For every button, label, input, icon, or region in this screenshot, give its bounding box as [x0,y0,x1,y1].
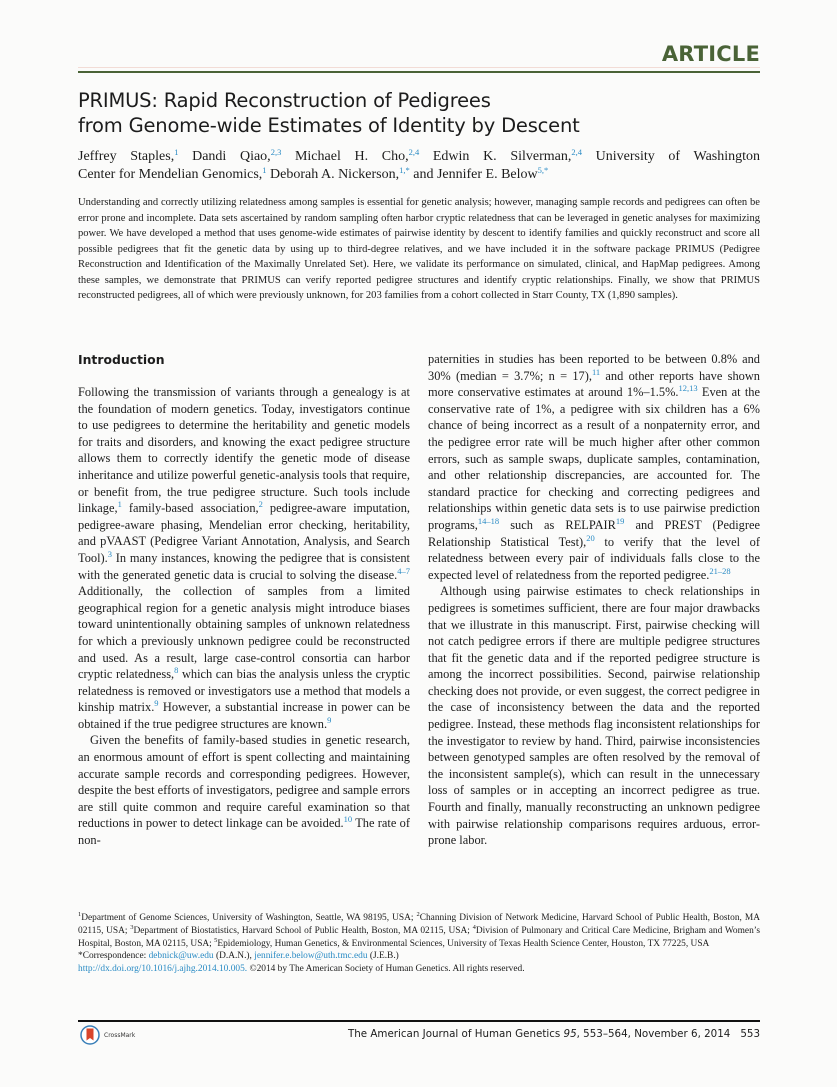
citation-ref[interactable]: 12,13 [678,383,698,394]
copyright: ©2014 by The American Society of Human Genetics. All rights reserved. [247,964,525,975]
text-run: paternities in studies has been reported to be between 0.8% and 30% (median = 3.7%; n = 17), [428,352,760,383]
affiliation: Channing Division of Network Medicine, Harvard School of Public Health, Boston, MA 02115, USA; [78,913,760,936]
text-run: such as RELPAIR [499,517,616,532]
text-run: which can bias the analysis unless the cryptic relatedness is removed or investigators use a method that models a kinship matrix. [78,667,410,715]
correspondence-label: *Correspondence: [78,951,149,962]
text-run: The rate of non- [78,816,410,848]
doi-link[interactable]: http://dx.doi.org/10.1016/j.ajhg.2014.10.005. [78,964,248,975]
citation-ref[interactable]: 14–18 [477,515,500,526]
text-run: to verify that the level of relatedness between every pair of individuals falls close to the expected level of relatedness from the reported pedigree. [428,534,760,582]
text-run: However, a substantial increase in power can be obtained if the true pedigree structures are known. [78,700,410,731]
citation-ref[interactable]: 10 [343,814,353,825]
author-line-1 [78,148,760,166]
text-run: Additionally, the collection of samples from a limited geographical region for a genetic analysis might introduce biases toward unintentionally obtaining samples of unknown relatedness for which a previously unknown pedigree could be reconstructed and used. As a result, large case-control consortia can harbor cryptic relatedness, [78,584,410,682]
affiliation: Department of Genome Sciences, University of Washington, Seattle, WA 98195, USA; [81,913,417,923]
correspondence [78,950,760,963]
affiliation-number: 4 [472,923,476,931]
author-name: and Jennifer E. Below [413,166,538,182]
crossmark-icon [80,1025,100,1045]
crossmark-label: CrossMark [104,1031,136,1039]
author-list [78,148,760,183]
affiliation: Epidemiology, Human Genetics, & Environmental Sciences, University of Texas Health Science Center, Houston, TX 77225, USA [217,938,710,949]
email-link-1[interactable]: debnick@uw.edu [148,951,214,962]
author-line-2 [78,166,760,184]
doi-line [78,963,760,976]
citation-ref[interactable]: 9 [154,698,159,709]
text-run: Following the transmission of variants through a genealogy is at the foundation of modern genetics. Today, investigators continue to use pedigrees to determine the heritability and genetic models for traits and disorders, and knowing the exact pedigree structure allows them to correctly identify the genetic mode of disease inheritance and utilize powerful genetic-analysis tools that require, or benefit from, the true pedigree structure. Such tools include linkage, [78,385,410,516]
journal-citation [330,1028,760,1040]
affiliation-ref[interactable]: 1 [174,147,179,157]
citation-ref[interactable]: 11 [591,366,601,377]
email-owner: (J.E.B.) [367,951,399,962]
affiliation-ref[interactable]: 1 [262,164,267,175]
affiliation-list [78,912,760,950]
citation-ref[interactable]: 8 [174,665,179,676]
author-name: Deborah A. Nickerson, [270,166,400,182]
author-name: Edwin K. Silverman, [432,149,572,164]
author-name: University of Washington [595,149,761,164]
text-run: family-based association, [121,501,259,516]
text-run: and other reports have shown more conservative estimates at around 1%–1.5%. [428,368,760,400]
journal-volume: 95 [563,1028,577,1040]
journal-pages-date: , 553–564, November 6, 2014 [576,1028,731,1040]
footer-rule [78,1020,760,1022]
author-name: Jeffrey Staples, [78,149,175,164]
section-heading-introduction: Introduction [78,352,165,367]
header-rule-thin [78,67,760,68]
text-run: Even at the conservative rate of 1%, a pedigree with six children has a 6% chance of being incorrect as a result of a nonpaternity error, and the pedigree error rate will be much higher after other common errors, such as sample swaps, duplicate samples, contamination, and other relationship discrepancies, are accounted for. The standard practice for checking and correcting pedigrees and relationships within genetic data sets is to use pairwise prediction programs, [428,385,760,532]
affiliation-ref[interactable]: 2,4 [571,147,583,157]
journal-name: The American Journal of Human Genetics [347,1028,564,1040]
author-name: Michael H. Cho, [294,149,409,164]
email-owner: (D.A.N.), [213,951,255,962]
section-label: ARTICLE [661,42,760,66]
affiliation-number: 5 [214,936,218,944]
citation-ref[interactable]: 19 [615,515,625,526]
paragraph [78,384,410,732]
affiliation: Department of Biostatistics, Harvard School of Public Health, Boston, MA 02115, USA; [133,925,473,936]
header-rule [78,71,760,73]
text-run: pedigree-aware imputation, pedigree-aware phasing, Mendelian error checking, heritability, and pVAAST (Pedigree Variant Annotation, Analysis, and Search Tool). [78,501,410,565]
affiliation-ref[interactable]: 2,3 [270,147,282,157]
crossmark-badge[interactable] [80,1024,160,1046]
page-number: 553 [740,1028,760,1040]
citation-ref[interactable]: 1 [117,499,122,510]
citation-ref[interactable]: 9 [327,714,332,725]
paragraph [428,351,760,583]
citation-ref[interactable]: 20 [586,532,595,543]
affiliation-ref[interactable]: 1,* [399,164,410,175]
left-column [78,384,410,849]
affiliation-number: 2 [416,911,420,918]
affiliations-footnote [78,912,760,976]
text-run: Given the benefits of family-based studies in genetic research, an enormous amount of effort is spent collecting and maintaining accurate sample records and corresponding pedigrees. However, despite the best efforts of investigators, pedigree and sample errors are still quite common and require careful examination so that reductions in power to detect linkage can be avoided. [78,733,410,831]
affiliation-ref[interactable]: 5,* [537,164,549,175]
paragraph [78,732,410,848]
text-run: In many instances, knowing the pedigree that is consistent with the generated genetic data is crucial to solving the disease. [78,550,410,582]
article-title [78,88,758,138]
title-line-2: from Genome-wide Estimates of Identity by Descent [78,114,580,137]
author-name: Dandi Qiao, [192,149,271,164]
text-run: and PREST (Pedigree Relationship Statistical Test), [428,517,760,549]
paragraph: Although using pairwise estimates to check relationships in pedigrees is sometimes sufficient, there are four major drawbacks that we illustrate in this manuscript. First, pairwise checking will not catch pedigree errors if there are multiple pedigree structures that fit the genetic data and if the reported pedigree structure is among the incorrect possibilities. Second, pairwise relationship checking does not provide, or even suggest, the correct pedigree in the case of inconsistency between the data and the reported pedigree. Instead, these methods flag inconsistent relationships for the investigator to review by hand. Third, pairwise inconsistencies between genotyped samples are often resolved by the removal of the inconsistent sample(s), which can result in the unnecessary loss of samples or in accepting an incorrect pedigree as true. Fourth and finally, manually reconstructing an unknown pedigree with pairwise relationship comparisons requires arduous, error-prone labor. [428,584,760,848]
abstract: Understanding and correctly utilizing relatedness among samples is essential for genetic analysis; however, managing sample records and pedigrees can often be error prone and incomplete. Data sets ascertained by random sampling often harbor cryptic relatedness that can be leveraged in genetic analyses for maximizing power. We have developed a method that uses genome-wide estimates of pairwise identity by descent to identify families and quickly reconstruct and score all possible pedigrees that fit the genetic data by using up to third-degree relatives, and we have included it in the software package PRIMUS (Pedigree Reconstruction and Identification of the Maximally Unrelated Set). Here, we validate its performance on simulated, clinical, and HapMap pedigrees. Among these samples, we demonstrate that PRIMUS can verify reported pedigree structures and identify cryptic relationships. Finally, we show that PRIMUS reconstructed pedigrees, all of which were previously unknown, for 203 families from a cohort collected in Starr County, TX (1,890 samples). [78,197,760,301]
citation-ref[interactable]: 2 [258,499,263,510]
right-column [428,351,760,849]
title-line-1: PRIMUS: Rapid Reconstruction of Pedigrees [78,89,491,112]
affiliation-number: 1 [78,911,82,918]
affiliation: Division of Pulmonary and Critical Care Medicine, Brigham and Women’s Hospital, Boston, MA 02115, USA; [78,925,761,949]
citation-ref[interactable]: 3 [107,548,113,559]
author-name: Center for Mendelian Genomics, [78,166,263,182]
citation-ref[interactable]: 4–7 [397,565,410,576]
affiliation-ref[interactable]: 2,4 [408,147,420,157]
citation-ref[interactable]: 21–28 [709,565,731,576]
email-link-2[interactable]: jennifer.e.below@uth.tmc.edu [254,951,368,962]
affiliation-number: 3 [130,923,134,931]
